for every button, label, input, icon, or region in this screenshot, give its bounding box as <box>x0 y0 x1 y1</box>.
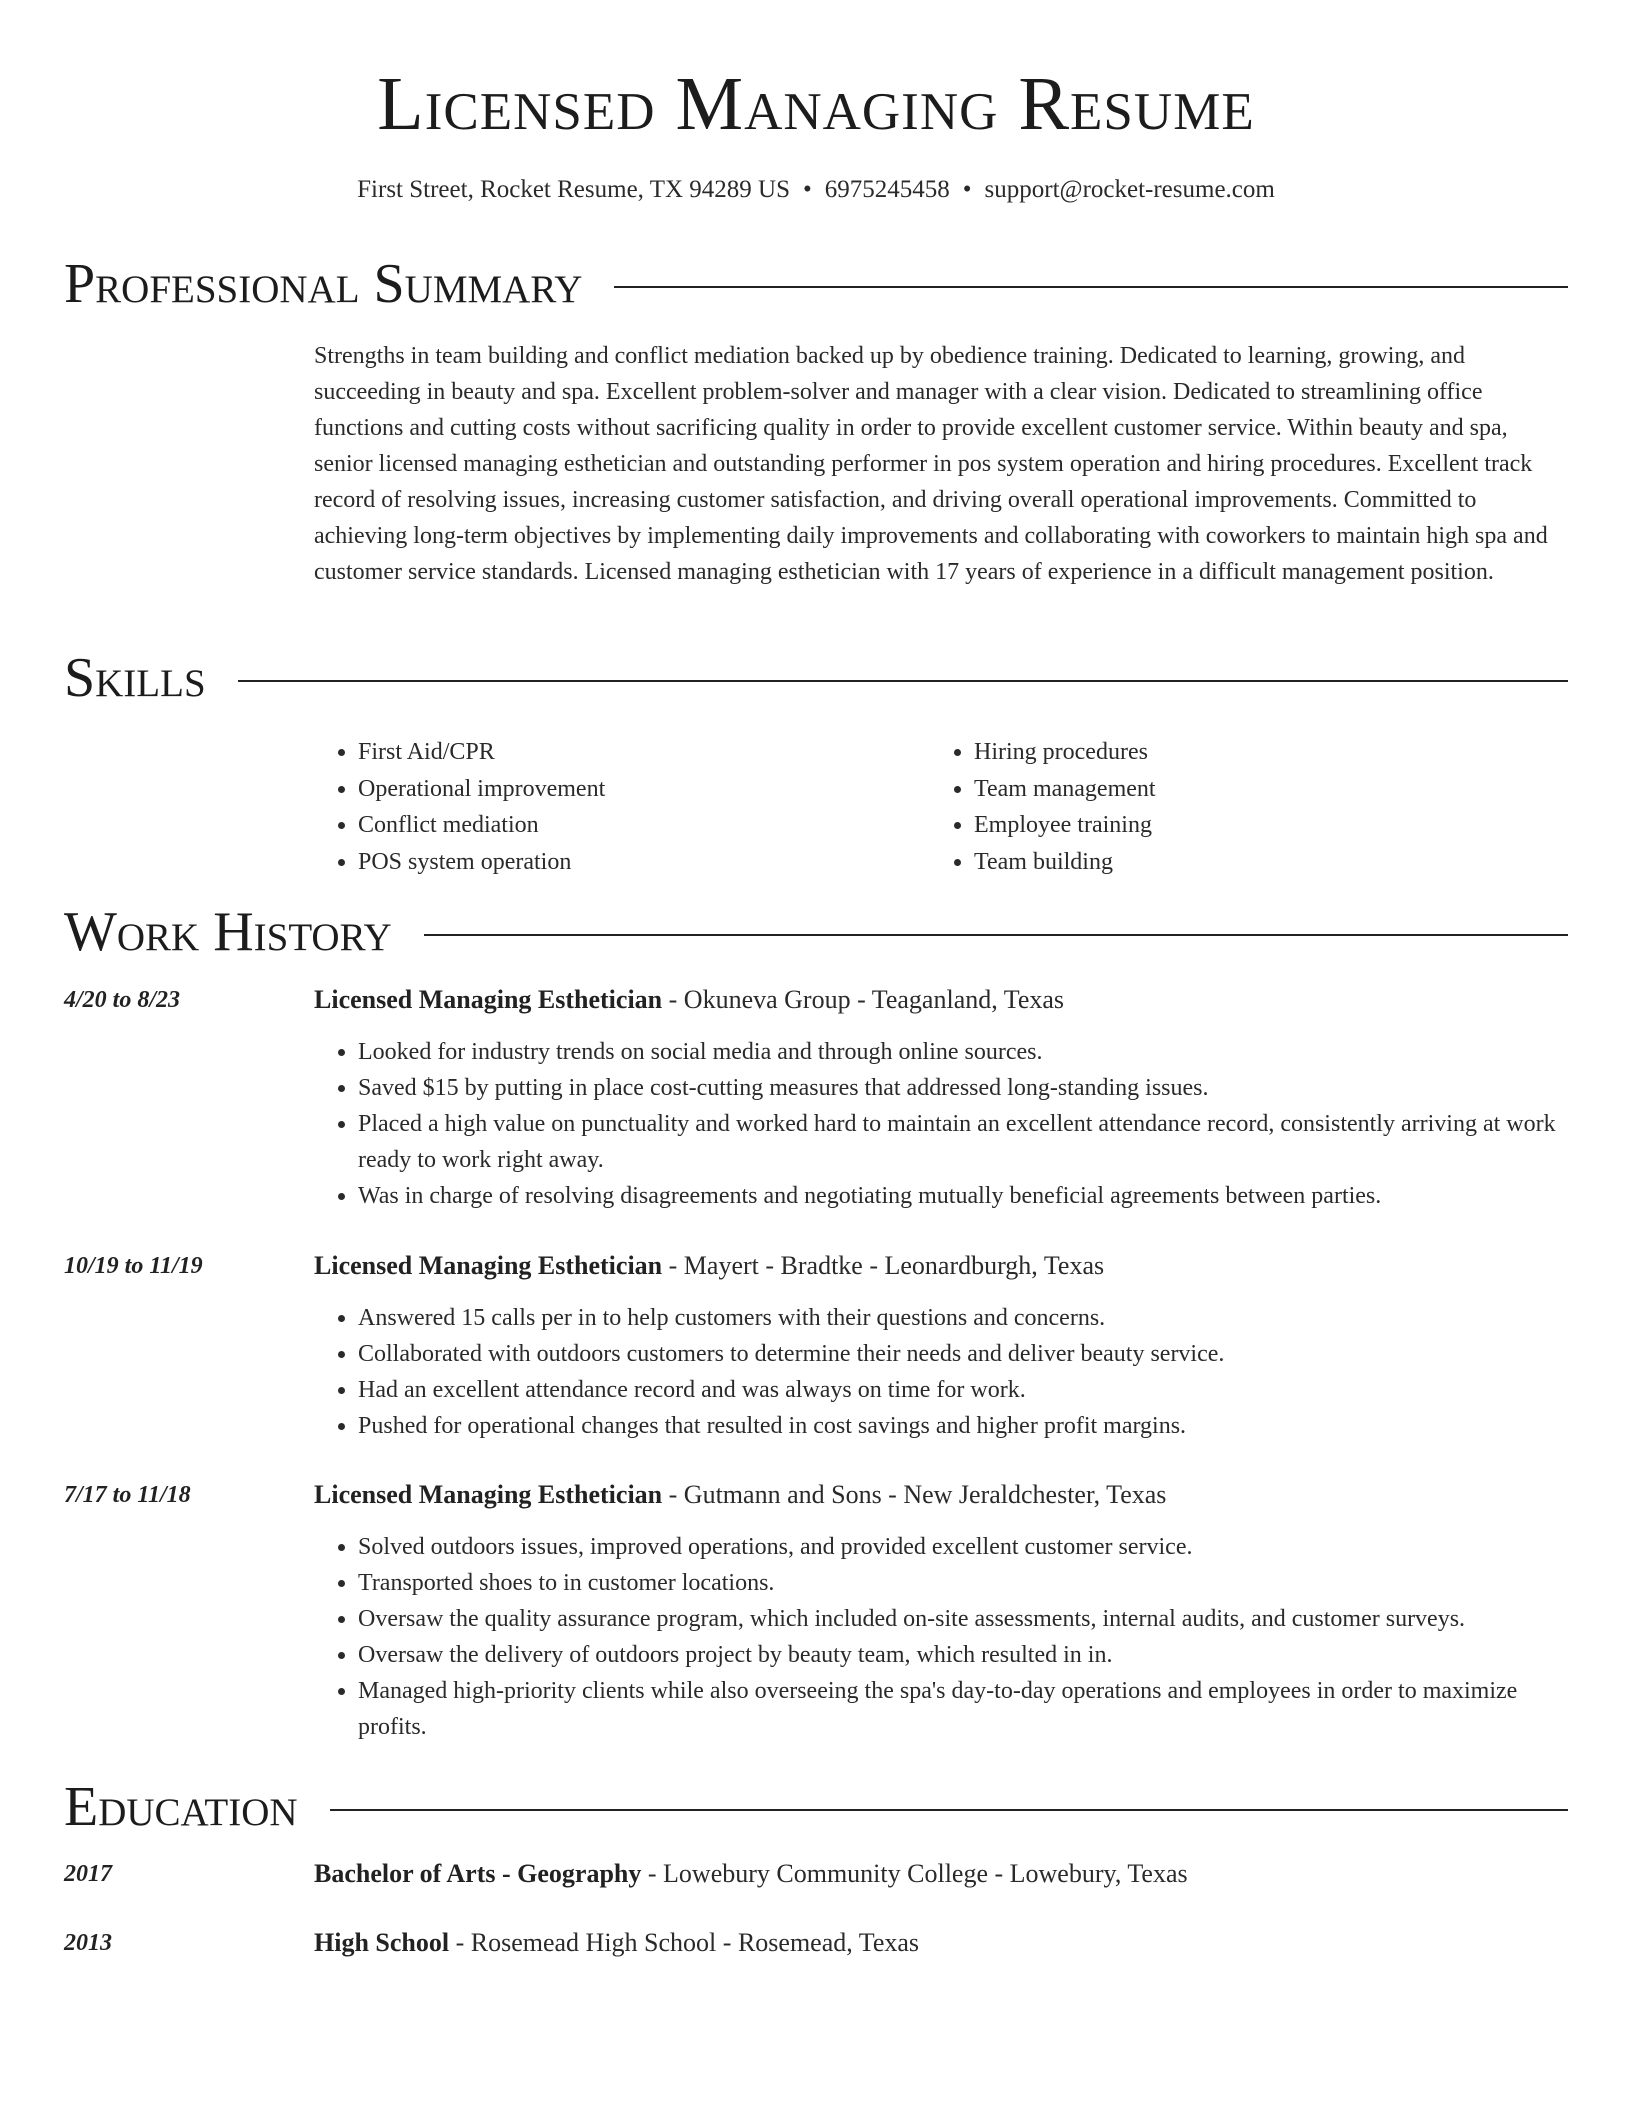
job-bullets <box>314 1034 1568 1214</box>
resume-title: Licensed Managing Resume <box>377 62 1255 146</box>
job-role: Licensed Managing Esthetician <box>314 985 663 1014</box>
job-title-line <box>314 1248 1568 1284</box>
skills-column-left <box>314 734 930 880</box>
contact-phone[interactable]: 6975245458 <box>824 176 950 203</box>
skill-item: • Team management <box>974 771 1546 808</box>
education-year: 2017 <box>64 1861 112 1887</box>
section-divider <box>614 286 1568 288</box>
education-degree: High School <box>314 1928 450 1957</box>
job-role: Licensed Managing Esthetician <box>314 1251 663 1280</box>
job-employer: - Okuneva Group - Teaganland, Texas <box>662 985 1065 1014</box>
contact-email[interactable]: support@rocket-resume.com <box>984 176 1275 203</box>
contact-line <box>0 172 1632 208</box>
education-line <box>314 1856 1568 1892</box>
job-bullet: • Looked for industry trends on social media and through online sources. <box>358 1034 1568 1070</box>
job-bullet: • Oversaw the quality assurance program, which included on-site assessments, internal audits, and customer surveys. <box>358 1601 1568 1637</box>
education-school: - Rosemead High School - Rosemead, Texas <box>449 1928 920 1957</box>
summary-text: Strengths in team building and conflict mediation backed up by obedience training. Dedicated to learning, growing, and succeeding in beauty and spa. Excellent problem-solver and manager with a clear vision. Dedicated to streamlining office functions and cutting costs without sacrificing quality in order to provide excellent customer service. Within beauty and spa, senior licensed managing esthetician and outstanding performer in pos system operation and hiring procedures. Excellent track record of resolving issues, increasing customer satisfaction, and driving overall operational improvements. Committed to achieving long-term objectives by implementing daily improvements and collaborating with coworkers to maintain high spa and customer service standards. Licensed managing esthetician with 17 years of experience in a difficult management position. <box>314 343 1548 585</box>
education-line <box>314 1925 1568 1961</box>
summary-section-header <box>64 252 1568 316</box>
job-bullet: • Managed high-priority clients while also overseeing the spa's day-to-day operations and employees in order to maximize profits. <box>358 1673 1568 1745</box>
skill-item: • POS system operation <box>358 844 930 881</box>
summary-section-title: Professional Summary <box>64 253 583 315</box>
job-employer: - Gutmann and Sons - New Jeraldchester, Texas <box>662 1480 1167 1509</box>
job-bullet: • Oversaw the delivery of outdoors project by beauty team, which resulted in in. <box>358 1637 1568 1673</box>
job-bullet: • Had an excellent attendance record and was always on time for work. <box>358 1372 1568 1408</box>
skills-list <box>314 734 1568 880</box>
job-dates: 7/17 to 11/18 <box>64 1482 191 1508</box>
skills-column-right <box>930 734 1546 880</box>
job-bullets <box>314 1529 1568 1745</box>
job-dates: 4/20 to 8/23 <box>64 987 181 1013</box>
skill-item: • Hiring procedures <box>974 734 1546 771</box>
job-employer: - Mayert - Bradtke - Leonardburgh, Texas <box>662 1251 1105 1280</box>
skill-item: • Operational improvement <box>358 771 930 808</box>
job-bullet: • Answered 15 calls per in to help customers with their questions and concerns. <box>358 1300 1568 1336</box>
job-title-line <box>314 1477 1568 1513</box>
contact-address: First Street, Rocket Resume, TX 94289 US <box>357 176 791 203</box>
skills-section-header <box>64 646 1568 710</box>
job-bullet: • Solved outdoors issues, improved operations, and provided excellent customer service. <box>358 1529 1568 1565</box>
education-section-header <box>64 1775 1568 1839</box>
job-bullet: • Transported shoes to in customer locations. <box>358 1565 1568 1601</box>
skill-item: • Conflict mediation <box>358 807 930 844</box>
job-bullet: • Collaborated with outdoors customers to determine their needs and deliver beauty service. <box>358 1336 1568 1372</box>
work-section-header <box>64 900 1568 964</box>
section-divider <box>238 680 1568 682</box>
contact-separator: • <box>962 176 972 203</box>
job-bullet: • Placed a high value on punctuality and worked hard to maintain an excellent attendance record, consistently arriving at work ready to work right away. <box>358 1106 1568 1178</box>
skill-item: • Employee training <box>974 807 1546 844</box>
job-title-line <box>314 982 1568 1018</box>
work-section-title: Work History <box>64 901 392 963</box>
skill-item: • First Aid/CPR <box>358 734 930 771</box>
job-bullets <box>314 1300 1568 1444</box>
section-divider <box>330 1809 1568 1811</box>
education-school: - Lowebury Community College - Lowebury, Texas <box>641 1859 1188 1888</box>
contact-separator: • <box>803 176 812 203</box>
job-bullet: • Was in charge of resolving disagreements and negotiating mutually beneficial agreements between parties. <box>358 1178 1568 1214</box>
skills-section-title: Skills <box>64 647 206 709</box>
job-dates: 10/19 to 11/19 <box>64 1253 203 1279</box>
education-section-title: Education <box>64 1776 298 1838</box>
education-year: 2013 <box>64 1930 112 1956</box>
education-degree: Bachelor of Arts - Geography <box>314 1859 642 1888</box>
job-bullet: • Saved $15 by putting in place cost-cutting measures that addressed long-standing issues. <box>358 1070 1568 1106</box>
job-role: Licensed Managing Esthetician <box>314 1480 663 1509</box>
job-bullet: • Pushed for operational changes that resulted in cost savings and higher profit margins. <box>358 1408 1568 1444</box>
section-divider <box>424 934 1568 936</box>
skill-item: • Team building <box>974 844 1546 881</box>
